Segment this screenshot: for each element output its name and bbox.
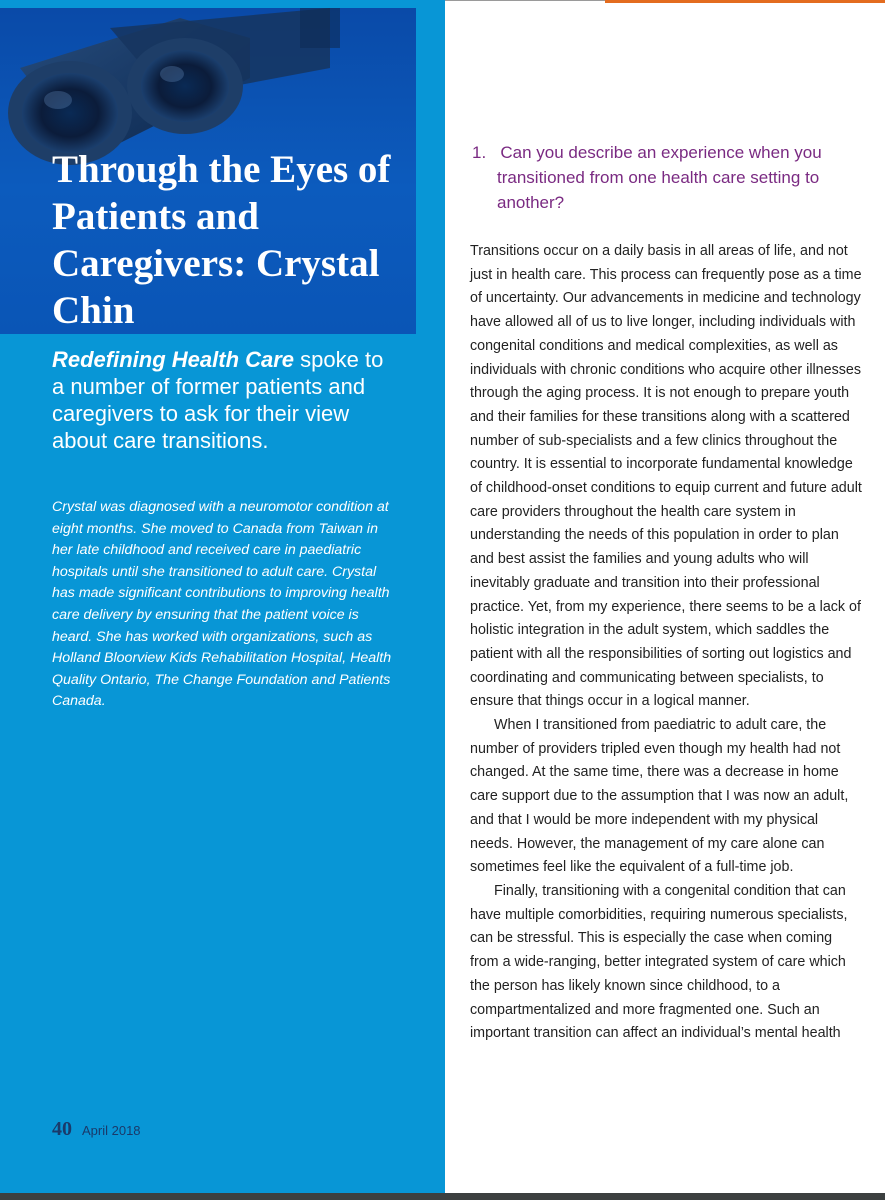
top-divider-orange — [605, 0, 885, 3]
body-paragraph: When I transitioned from paediatric to adult care, the number of providers tripled even though my health had not changed. At the same time, there was a decrease in home care support due to the assumption that I was now an adult, and that I would be more independent with my physical needs. However, the management of my care alone can sometimes feel like the equivalent of a full-time job. — [470, 717, 849, 876]
page-number: 40 — [52, 1118, 72, 1140]
page-title: Through the Eyes of Patients and Caregivers: Crystal Chin — [52, 148, 391, 332]
bio-text: Crystal was diagnosed with a neuromotor condition at eight months. She moved to Canada from Taiwan in her late childhood and received care in paediatric hospitals until she transitioned to adult care. Crystal has made significant contributions to improving health care delivery by ensuring that the patient voice is heard. She has worked with organizations, such as Holland Bloorview Kids Rehabilitation Hospital, Health Quality Ontario, The Change Foundation and Patients Canada. — [52, 499, 392, 710]
interview-question: 1. Can you describe an experience when you transitioned from one health care setting to another? — [472, 143, 822, 212]
top-divider-gray — [445, 0, 605, 1]
publication-name: Redefining Health Care — [52, 347, 295, 372]
intro-body: spoke to a number of former patients and caregivers to ask for their view about care transitions. — [52, 347, 384, 453]
body-paragraph: Finally, transitioning with a congenital condition that can have multiple comorbidities, requiring numerous specialists, can be stressful. This is especially the case when coming from a wide-ranging, better integrated system of care which the person has likely known since childhood, to a compartmentalized and more fragmented one. Such an important transition can affect an individual’s mental health — [470, 882, 848, 1042]
sidebar-panel — [0, 0, 445, 1193]
intro-text — [52, 346, 392, 454]
bottom-divider — [0, 1193, 885, 1200]
issue-date: April 2018 — [82, 1123, 141, 1138]
body-paragraph: Transitions occur on a daily basis in all areas of life, and not just in health care. This process can frequently pose as a time of uncertainty. Our advancements in medicine and technology have allowed all of us to live longer, including individuals with congenital conditions and medical complexities, as well as individuals with chronic conditions who acquire other illnesses through the aging process. It is not enough to prepare youth and their families for these transitions along with a scattered number of sub-specialists and a few clinics throughout the country. It is essential to incorporate fundamental knowledge of childhood-onset conditions to equip current and future adult care providers throughout the health care system in understanding the needs of this population in order to plan and best assist the families and young adults who will inevitably graduate and transition into their professional practice. Yet, from my experience, there seems to be a lack of holistic integration in the adult system, which saddles the patient with all the responsibilities of sorting out logistics and coordinating and communicating between specialists, to ensure that things occur in a logical manner. — [470, 243, 862, 710]
title-block — [0, 8, 416, 334]
article-body — [470, 240, 862, 1046]
page-footer — [52, 1118, 141, 1141]
